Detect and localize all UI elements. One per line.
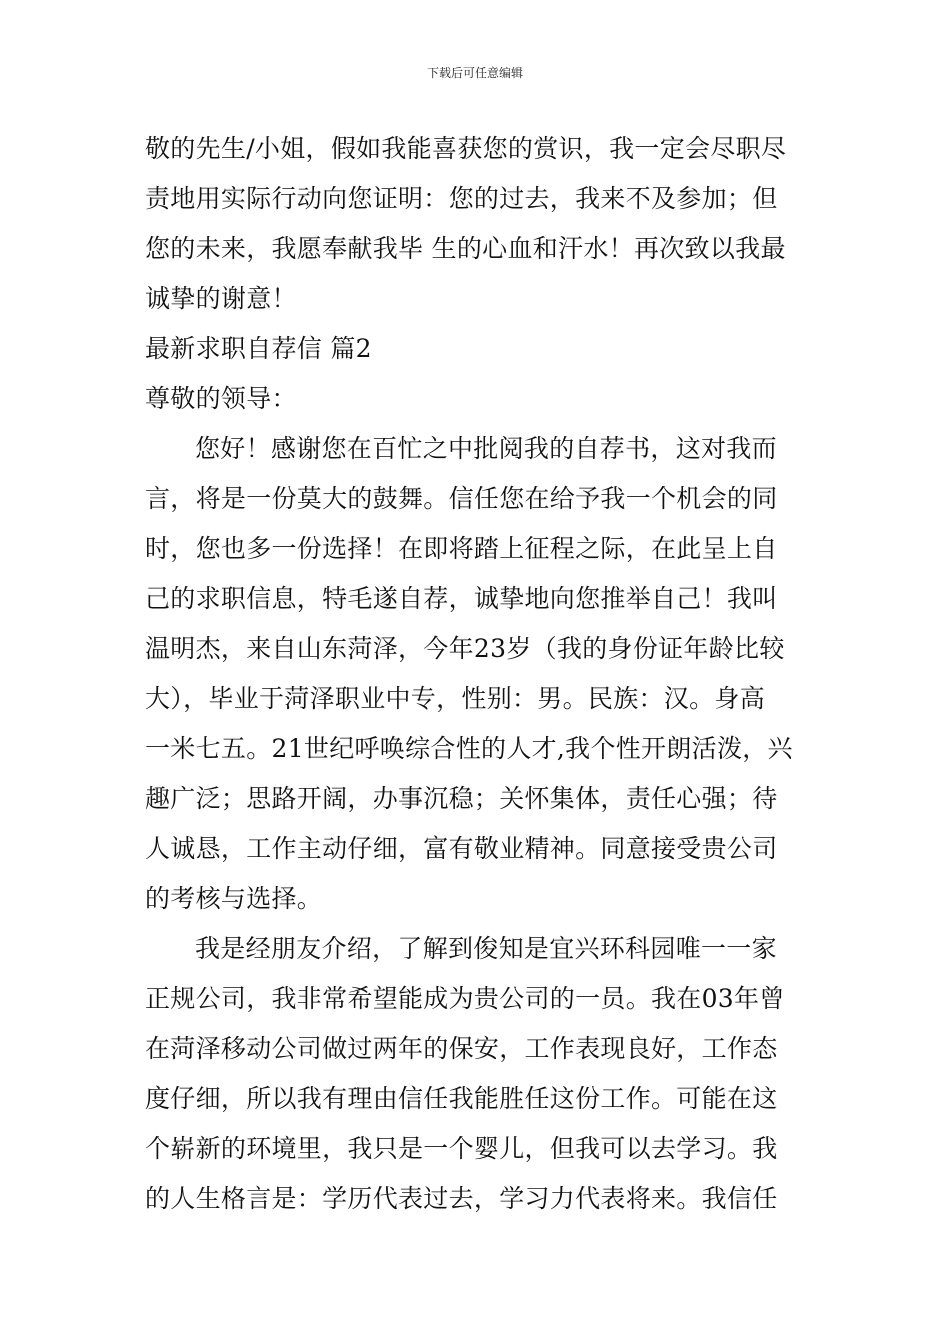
section-title: 最新求职自荐信 篇2 [145, 334, 372, 363]
text-line: 一米七五。21世纪呼唤综合性的人才,我个性开朗活泼，兴 [145, 734, 793, 763]
text-line: 言，将是一份莫大的鼓舞。信任您在给予我一个机会的同 [145, 484, 778, 513]
salutation: 尊敬的领导： [145, 384, 297, 413]
text-line: 度仔细，所以我有理由信任我能胜任这份工作。可能在这 [145, 1084, 778, 1113]
text-line: 人诚恳，工作主动仔细，富有敬业精神。同意接受贵公司 [145, 834, 778, 863]
text-line: 趣广泛；思路开阔，办事沉稳；关怀集体，责任心强；待 [145, 784, 778, 813]
text-line: 个崭新的环境里，我只是一个婴儿，但我可以去学习。我 [145, 1134, 778, 1163]
text-line: 温明杰，来自山东菏泽，今年23岁（我的身份证年龄比较 [145, 634, 785, 663]
text-line: 的人生格言是：学历代表过去，学习力代表将来。我信任 [145, 1184, 778, 1213]
text-line: 正规公司，我非常希望能成为贵公司的一员。我在03年曾 [145, 984, 785, 1013]
text-line: 您的未来，我愿奉献我毕 生的心血和汗水！再次致以我最 [145, 234, 786, 263]
text-line: 时，您也多一份选择！在即将踏上征程之际，在此呈上自 [145, 534, 778, 563]
text-line: 您好！感谢您在百忙之中批阅我的自荐书，这对我而 [195, 434, 777, 463]
page-header: 下载后可任意编辑 [426, 66, 523, 80]
text-line: 我是经朋友介绍，了解到俊知是宜兴环科园唯一一家 [195, 934, 777, 963]
text-line: 责地用实际行动向您证明：您的过去，我来不及参加；但 [145, 184, 778, 213]
text-line: 诚挚的谢意！ [145, 284, 297, 313]
text-line: 的考核与选择。 [145, 884, 323, 913]
text-line: 己的求职信息，特毛遂自荐，诚挚地向您推举自己！我叫 [145, 584, 778, 613]
text-line: 大），毕业于菏泽职业中专，性别：男。民族：汉。身高 [145, 684, 766, 713]
text-line: 在菏泽移动公司做过两年的保安，工作表现良好，工作态 [145, 1034, 778, 1063]
text-line: 敬的先生/小姐，假如我能喜获您的赏识，我一定会尽职尽 [145, 134, 787, 163]
